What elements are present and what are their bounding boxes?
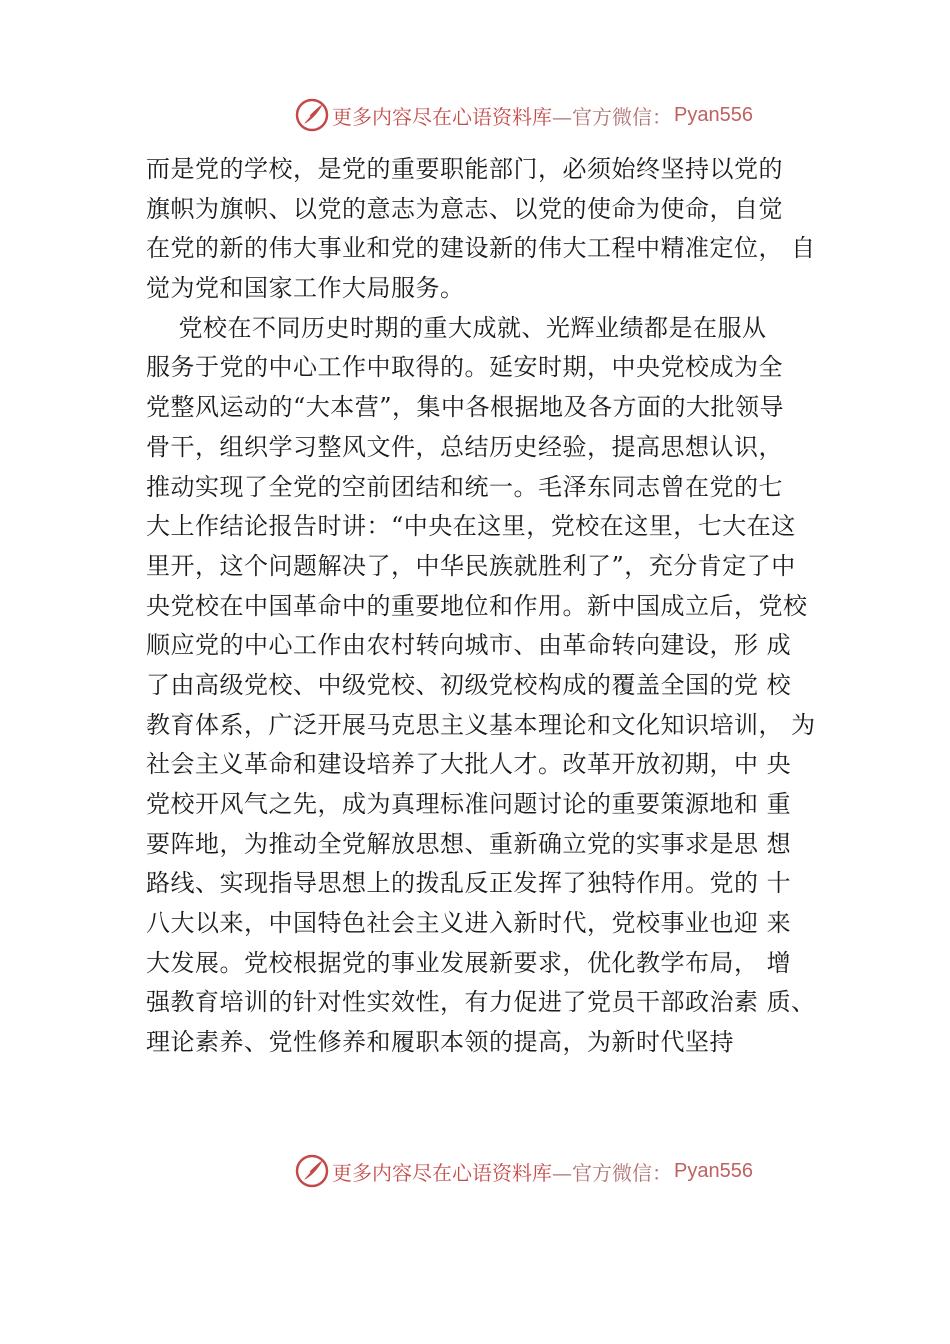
body-line: 顺应党的中心工作由农村转向城市、由革命转向建设，形 成 [146,631,792,660]
banner-official-text: —官方微信： [552,1160,672,1185]
body-line: 服务于党的中心工作中取得的。延安时期，中央党校成为全 [146,353,783,382]
body-line: 在党的新的伟大事业和党的建设新的伟大工程中精准定位， 自 [146,234,816,263]
body-line: 而是党的学校，是党的重要职能部门，必须始终坚持以党的 [146,155,783,183]
body-line: 社会主义革命和建设培养了大批人才。改革开放初期，中 央 [146,750,792,779]
body-line: 推动实现了全党的空前团结和统一。毛泽东同志曾在党的七 [146,472,783,501]
banner-brand-text: 更多内容尽在心语资料库 [332,104,552,129]
body-line: 要阵地，为推动全党解放思想、重新确立党的实事求是思 想 [146,829,792,858]
body-line: 央党校在中国革命中的重要地位和作用。新中国成立后，党校 [146,591,808,620]
body-line: 大上作结论报告时讲：“中央在这里，党校在这里，七大在这 [146,512,796,541]
quill-pen-icon [294,97,330,133]
banner-wechat-id: Pyan556 [674,103,753,126]
document-body [146,150,846,1063]
body-line: 大发展。党校根据党的事业发展新要求，优化教学布局， 增 [146,948,792,977]
body-line: 骨干，组织学习整风文件，总结历史经验，提高思想认识， [146,432,783,461]
body-line: 旗帜为旗帜、以党的意志为意志、以党的使命为使命，自觉 [146,194,783,223]
body-line: 八大以来，中国特色社会主义进入新时代，党校事业也迎 来 [146,909,792,938]
body-line: 理论素养、党性修养和履职本领的提高，为新时代坚持 [146,1028,734,1057]
body-line: 里开，这个问题解决了，中华民族就胜利了”，充分肯定了中 [146,551,796,580]
quill-pen-icon [294,1153,330,1189]
body-line: 党校开风气之先，成为真理标准问题讨论的重要策源地和 重 [146,790,792,818]
footer-banner [294,1151,814,1191]
body-line: 路线、实现指导思想上的拨乱反正发挥了独特作用。党的 十 [146,869,792,898]
header-banner [294,95,814,135]
body-line: 教育体系，广泛开展马克思主义基本理论和文化知识培训， 为 [146,710,816,739]
banner-brand-text: 更多内容尽在心语资料库 [332,1160,552,1185]
body-line: 党校在不同历史时期的重大成就、光辉业绩都是在服从 [146,313,767,342]
body-line: 强教育培训的针对性实效性，有力促进了党员干部政治素 质、 [146,988,816,1017]
body-line: 了由高级党校、中级党校、初级党校构成的覆盖全国的党 校 [146,670,792,699]
banner-official-text: —官方微信： [552,104,672,129]
banner-wechat-id: Pyan556 [674,1159,753,1182]
body-line: 党整风运动的“大本营”，集中各根据地及各方面的大批领导 [146,393,785,422]
body-line: 觉为党和国家工作大局服务。 [146,274,465,303]
